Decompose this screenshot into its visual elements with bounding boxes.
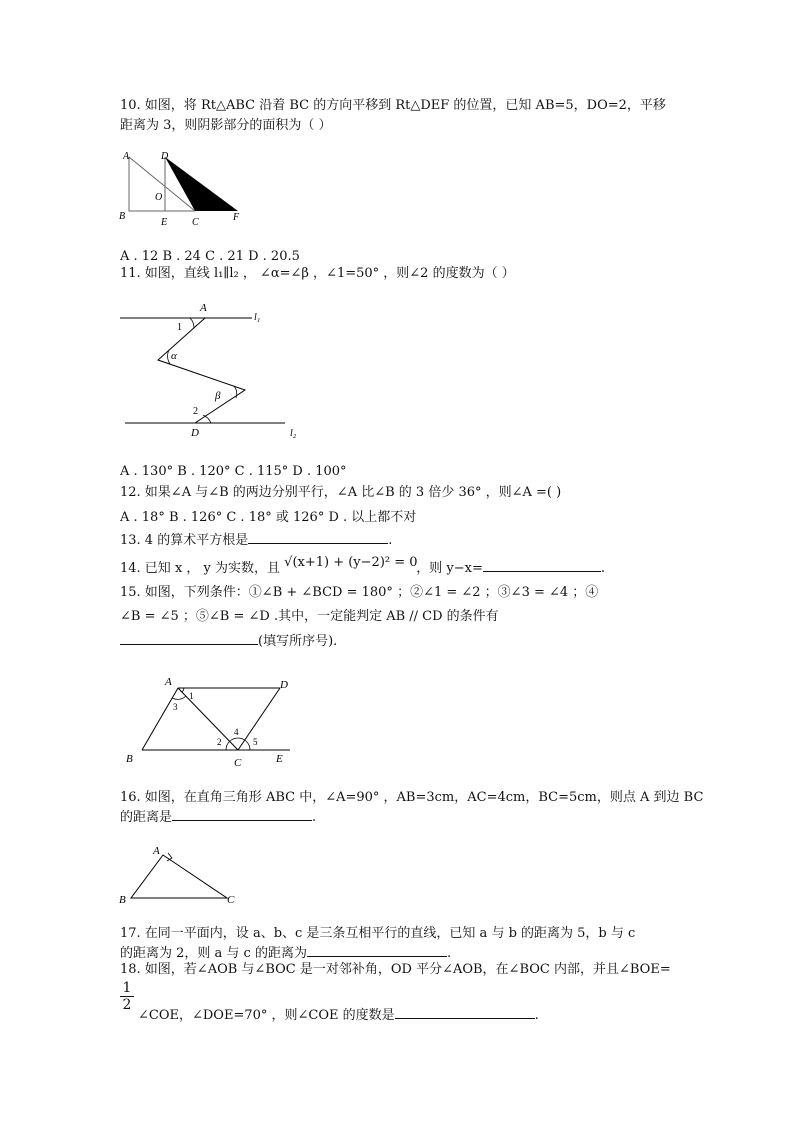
- q10-label-c: C: [192, 217, 199, 228]
- q13-answer-blank[interactable]: [248, 530, 388, 544]
- q16-line2-wrap: [120, 807, 316, 826]
- q11-choices: A . 130° B . 120° C . 115° D . 100°: [120, 464, 347, 479]
- q11-label-d: D: [191, 427, 199, 439]
- q16-end: .: [312, 810, 317, 825]
- q13-end: .: [388, 533, 393, 548]
- q11-label-a: A: [200, 302, 207, 314]
- q11-label-l1: l₁: [254, 312, 261, 323]
- q18-line3-wrap: [138, 1005, 539, 1024]
- q12-stem: 12. 如果∠A 与∠B 的两边分别平行，∠A 比∠B 的 3 倍少 36° ，则∠A =( ): [120, 485, 562, 500]
- q11-figure: [115, 298, 305, 443]
- q13-line: [120, 530, 392, 549]
- q18-line1: 18. 如图，若∠AOB 与∠BOC 是一对邻补角，OD 平分∠AOB，在∠BOC 内部，并且∠BOE=: [120, 962, 671, 977]
- q16-answer-blank[interactable]: [172, 807, 312, 821]
- q10-label-e: E: [161, 217, 168, 228]
- q10-label-o: O: [155, 192, 163, 203]
- q18-answer-blank[interactable]: [395, 1005, 535, 1019]
- q10-line1: 10. 如图，将 Rt△ABC 沿着 BC 的方向平移到 Rt△DEF 的位置，已知 AB=5，DO=2，平移: [120, 98, 666, 113]
- q18-line3: ∠COE，∠DOE=70° ，则∠COE 的度数是: [138, 1008, 395, 1023]
- q18-end: .: [534, 1008, 539, 1023]
- q17-line1: 17. 在同一平面内，设 a、b、c 是三条互相平行的直线，已知 a 与 b 的距离为 5，b 与 c: [120, 926, 636, 941]
- q15-label-1: 1: [189, 691, 194, 701]
- q18-fraction: [120, 980, 134, 1013]
- q11-label-l2: l₂: [290, 428, 297, 439]
- q18-frac-den: 2: [120, 996, 134, 1013]
- q16-label-b: B: [119, 894, 126, 906]
- q15-line1: 15. 如图，下列条件：①∠B + ∠BCD = 180° ；②∠1 = ∠2 ；③∠3 = ∠4 ；④: [120, 585, 599, 600]
- q15-label-d: D: [280, 679, 288, 691]
- q10-figure: [115, 145, 250, 230]
- q15-label-5: 5: [253, 737, 258, 747]
- q10-label-a: A: [123, 151, 130, 162]
- q14-answer-blank[interactable]: [483, 558, 601, 572]
- q15-line3-wrap: [120, 631, 337, 650]
- q14-stem: 14. 已知 x ， y 为实数，且: [120, 561, 281, 576]
- q15-label-e: E: [276, 753, 283, 765]
- q16-line2: 的距离是: [120, 810, 173, 825]
- q10-label-d: D: [161, 151, 169, 162]
- q15-label-3: 3: [173, 702, 178, 712]
- q17-line2: 的距离为 2，则 a 与 c 的距离为: [120, 946, 307, 961]
- q15-figure: [120, 670, 305, 770]
- q10-label-b: B: [119, 211, 126, 222]
- q12-choices: A . 18° B . 126° C . 18° 或 126° D . 以上都不对: [120, 510, 417, 525]
- q15-label-4: 4: [234, 727, 239, 737]
- q16-figure: [115, 840, 245, 910]
- q10-label-f: F: [233, 212, 240, 223]
- q17-line2-wrap: [120, 943, 451, 962]
- q15-label-c: C: [234, 757, 242, 769]
- q14-equation: √(x+1) + (y−2)² = 0: [284, 555, 418, 570]
- q16-line1: 16. 如图，在直角三角形 ABC 中，∠A=90° ，AB=3cm，AC=4cm，BC=5cm，则点 A 到边 BC: [120, 790, 704, 805]
- q15-answer-blank[interactable]: [120, 631, 258, 645]
- q15-label-2: 2: [217, 737, 222, 747]
- q16-label-a: A: [153, 845, 160, 857]
- q15-line2: ∠B = ∠5 ；⑤∠B = ∠D .其中，一定能判定 AB // CD 的条件有: [120, 609, 499, 624]
- q10-choices: A . 12 B . 24 C . 21 D . 20.5: [120, 249, 300, 264]
- q11-label-2: 2: [193, 406, 198, 417]
- q11-label-1: 1: [177, 322, 182, 333]
- q11-label-alpha: α: [171, 350, 177, 362]
- q11-label-beta: β: [215, 390, 221, 402]
- q15-line3: (填写所序号).: [258, 634, 338, 649]
- q17-end: .: [446, 946, 452, 961]
- q11-stem: 11. 如图，直线 l₁∥l₂ ， ∠α=∠β ，∠1=50° ，则∠2 的度数为（ ）: [120, 266, 515, 281]
- q16-label-c: C: [227, 894, 235, 906]
- q15-label-a: A: [165, 676, 172, 688]
- q14-mid: ，则 y−x=: [416, 561, 483, 576]
- q17-answer-blank[interactable]: [307, 943, 447, 957]
- q13-stem: 13. 4 的算术平方根是: [120, 533, 249, 548]
- q18-frac-num: 1: [122, 980, 132, 996]
- q14-end: .: [600, 561, 606, 576]
- q15-label-b: B: [126, 753, 133, 765]
- q14-line: [120, 555, 606, 577]
- q10-line2: 距离为 3，则阴影部分的面积为（ ）: [120, 118, 332, 133]
